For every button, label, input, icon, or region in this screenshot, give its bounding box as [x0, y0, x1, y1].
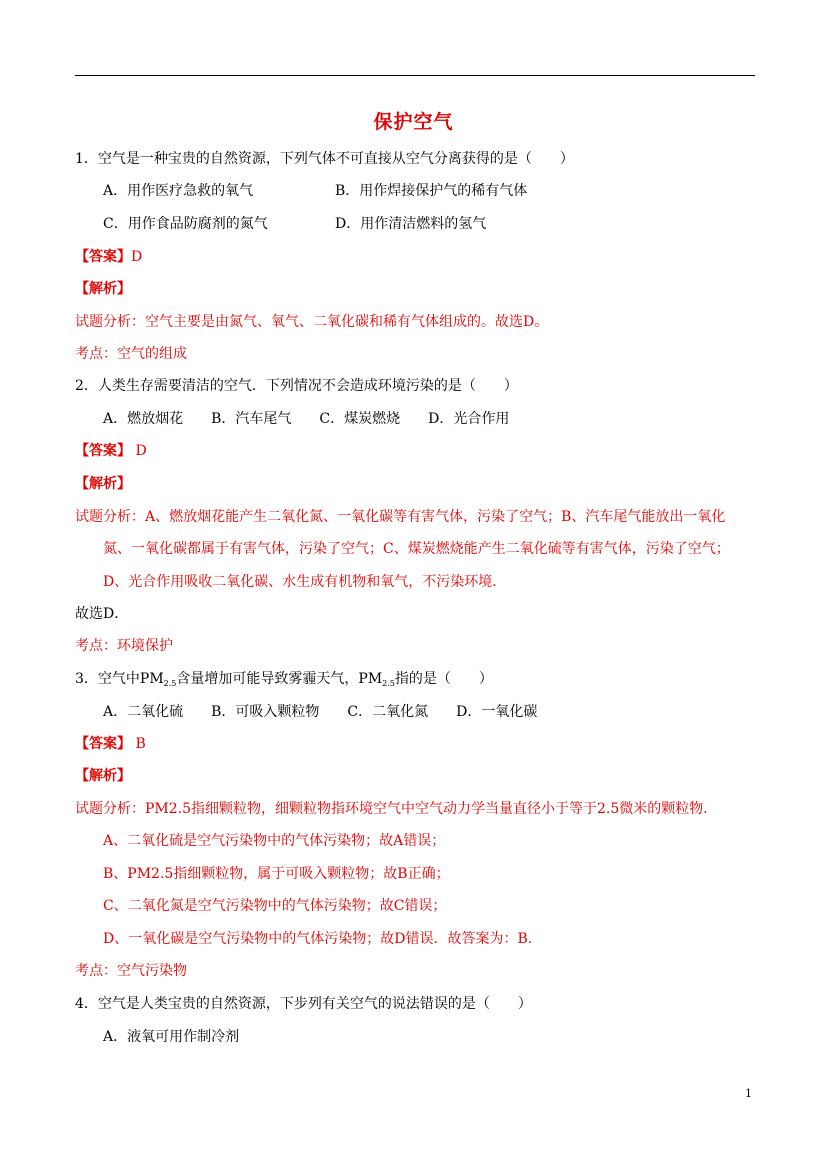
- q4-option-a: A．液氧可用作制冷剂: [103, 1029, 240, 1045]
- q1-option-d: D．用作清洁燃料的氢气: [335, 216, 487, 232]
- q4-stem: 4．空气是人类宝贵的自然资源，下步列有关空气的说法错误的是（ ）: [75, 996, 532, 1012]
- q3-stem-a: 3．空气中PM: [75, 671, 164, 687]
- q3-answer: [75, 735, 146, 753]
- q2-answer: [75, 442, 147, 460]
- q3-analysis-c: C、二氧化氮是空气污染物中的气体污染物；故C错误；: [103, 898, 447, 914]
- q2-analysis-line-3: D、光合作用吸收二氧化碳、水生成有机物和氧气，不污染环境．: [103, 574, 507, 590]
- q1-option-b: B．用作焊接保护气的稀有气体: [335, 183, 528, 199]
- answer-value: D: [131, 249, 143, 265]
- page-title: 保护空气: [373, 111, 454, 133]
- q3-analysis-b: B、PM2.5指细颗粒物，属于可吸入颗粒物；故B正确；: [103, 866, 450, 882]
- q2-options: A．燃放烟花 B．汽车尾气 C．煤炭燃烧 D．光合作用: [103, 411, 510, 427]
- answer-label: 【答案】: [75, 249, 131, 265]
- q1-row-1: [103, 182, 253, 200]
- q1-stem: 1．空气是一种宝贵的自然资源，下列气体不可直接从空气分离获得的是（ ）: [75, 151, 574, 167]
- answer-value: B: [131, 736, 146, 752]
- q3-analysis-a: A、二氧化硫是空气污染物中的气体污染物；故A错误；: [103, 833, 446, 849]
- q1-answer: [75, 248, 142, 266]
- q3-analysis-d: D、一氧化碳是空气污染物中的气体污染物；故D错误．故答案为：B.: [103, 931, 533, 947]
- answer-label: 【答案】: [75, 736, 131, 752]
- q3-stem: [75, 670, 493, 690]
- q2-analysis-line-1: 试题分析：A、燃放烟花能产生二氧化氮、一氧化碳等有害气体，污染了空气；B、汽车尾气能放出一氧化: [75, 509, 726, 525]
- q1-option-a: A．用作医疗急救的氧气: [103, 183, 254, 199]
- q2-analysis-label: 【解析】: [75, 476, 131, 492]
- q1-option-c: C．用作食品防腐剂的氮气: [103, 216, 268, 232]
- answer-value: D: [131, 443, 147, 459]
- answer-label: 【答案】: [75, 443, 131, 459]
- header-rule: [75, 75, 755, 76]
- q2-point: 考点：环境保护: [75, 638, 173, 654]
- page-number: 1: [745, 1087, 752, 1100]
- q1-analysis-label: 【解析】: [75, 281, 131, 297]
- q2-analysis-line-2: 氮、一氧化碳都属于有害气体，污染了空气；C、煤炭燃烧能产生二氧化硫等有害气体，污染了空气；: [103, 541, 730, 557]
- q3-analysis-label: 【解析】: [75, 768, 131, 784]
- q2-stem: 2．人类生存需要清洁的空气．下列情况不会造成环境污染的是（ ）: [75, 378, 518, 394]
- q3-stem-b: 含量增加可能导致雾霾天气，PM: [176, 671, 383, 687]
- q3-stem-c: 指的是（ ）: [394, 671, 493, 687]
- q2-conclusion: 故选D．: [75, 606, 129, 622]
- q3-analysis: 试题分析：PM2.5指细颗粒物，细颗粒物指环境空气中空气动力学当量直径小于等于2.5微米的颗粒物．: [75, 801, 718, 817]
- q3-options: A．二氧化硫 B．可吸入颗粒物 C．二氧化氮 D．一氧化碳: [103, 704, 538, 720]
- q1-point: 考点：空气的组成: [75, 346, 187, 362]
- q3-point: 考点：空气污染物: [75, 963, 187, 979]
- q3-subscript-2: 2.5: [382, 679, 395, 688]
- q3-subscript-1: 2.5: [163, 679, 177, 688]
- q1-analysis: 试题分析：空气主要是由氮气、氧气、二氧化碳和稀有气体组成的。故选D。: [75, 314, 549, 330]
